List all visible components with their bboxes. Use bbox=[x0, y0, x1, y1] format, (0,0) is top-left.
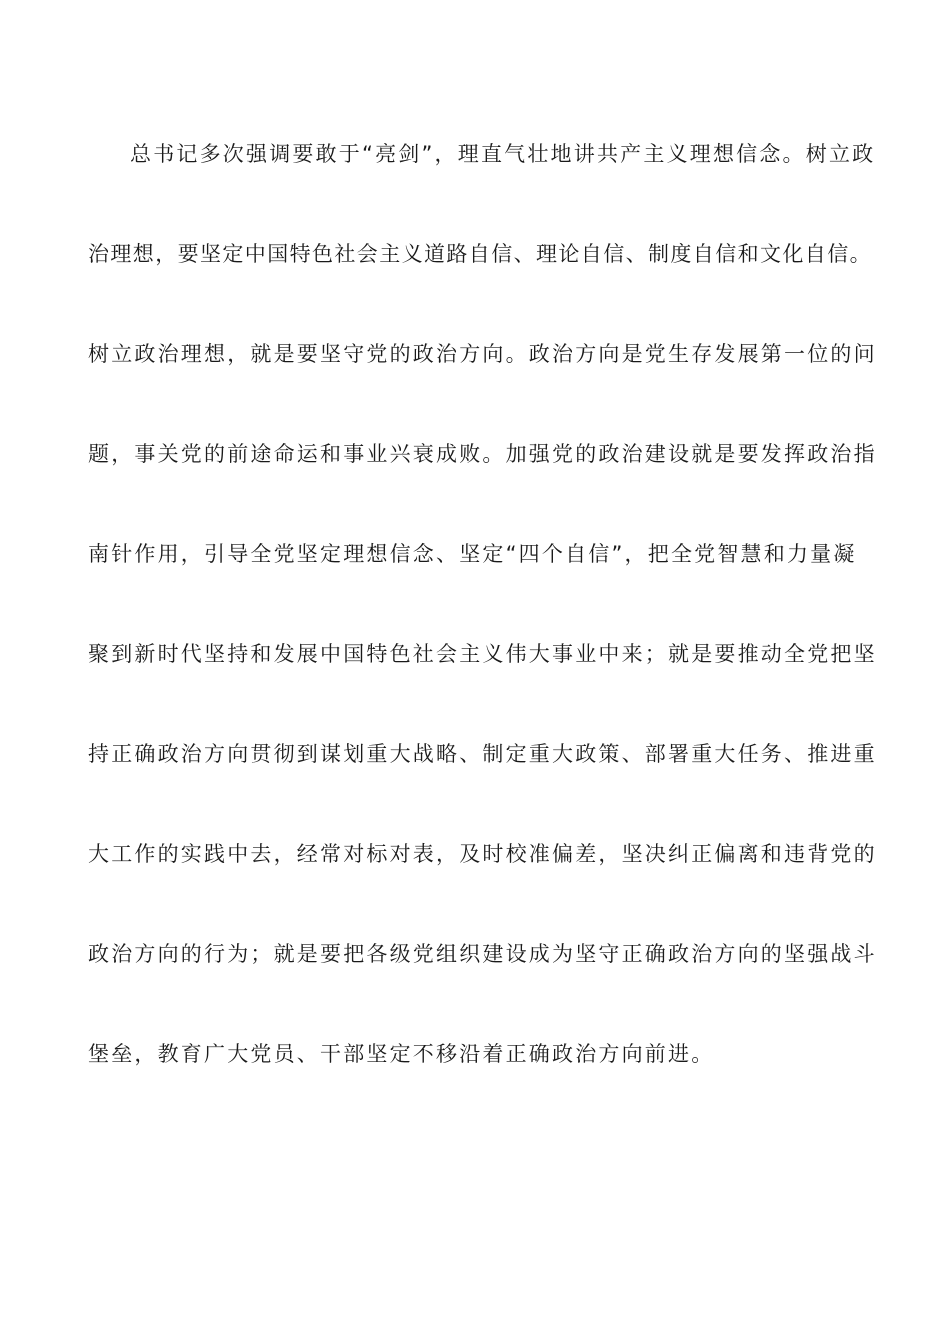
paragraph-line: 大工作的实践中去，经常对标对表，及时校准偏差，坚决纠正偏离和违背党的 bbox=[88, 842, 877, 866]
paragraph-line: 持正确政治方向贯彻到谋划重大战略、制定重大政策、部署重大任务、推进重 bbox=[88, 742, 877, 766]
paragraph-line: 堡垒，教育广大党员、干部坚定不移沿着正确政治方向前进。 bbox=[88, 1042, 715, 1066]
paragraph-line: 题，事关党的前途命运和事业兴衰成败。加强党的政治建设就是要发挥政治指 bbox=[88, 442, 877, 466]
paragraph-line: 政治方向的行为；就是要把各级党组织建设成为坚守正确政治方向的坚强战斗 bbox=[88, 942, 877, 966]
paragraph-line: 治理想，要坚定中国特色社会主义道路自信、理论自信、制度自信和文化自信。 bbox=[88, 242, 872, 266]
paragraph-line: 树立政治理想，就是要坚守党的政治方向。政治方向是党生存发展第一位的问 bbox=[88, 342, 877, 366]
paragraph-line: 总书记多次强调要敢于“亮剑”，理直气壮地讲共产主义理想信念。树立政 bbox=[130, 142, 876, 166]
paragraph-line: 南针作用，引导全党坚定理想信念、坚定“四个自信”，把全党智慧和力量凝 bbox=[88, 542, 857, 566]
paragraph-line: 聚到新时代坚持和发展中国特色社会主义伟大事业中来；就是要推动全党把坚 bbox=[88, 642, 877, 666]
body-paragraph bbox=[88, 134, 878, 1134]
